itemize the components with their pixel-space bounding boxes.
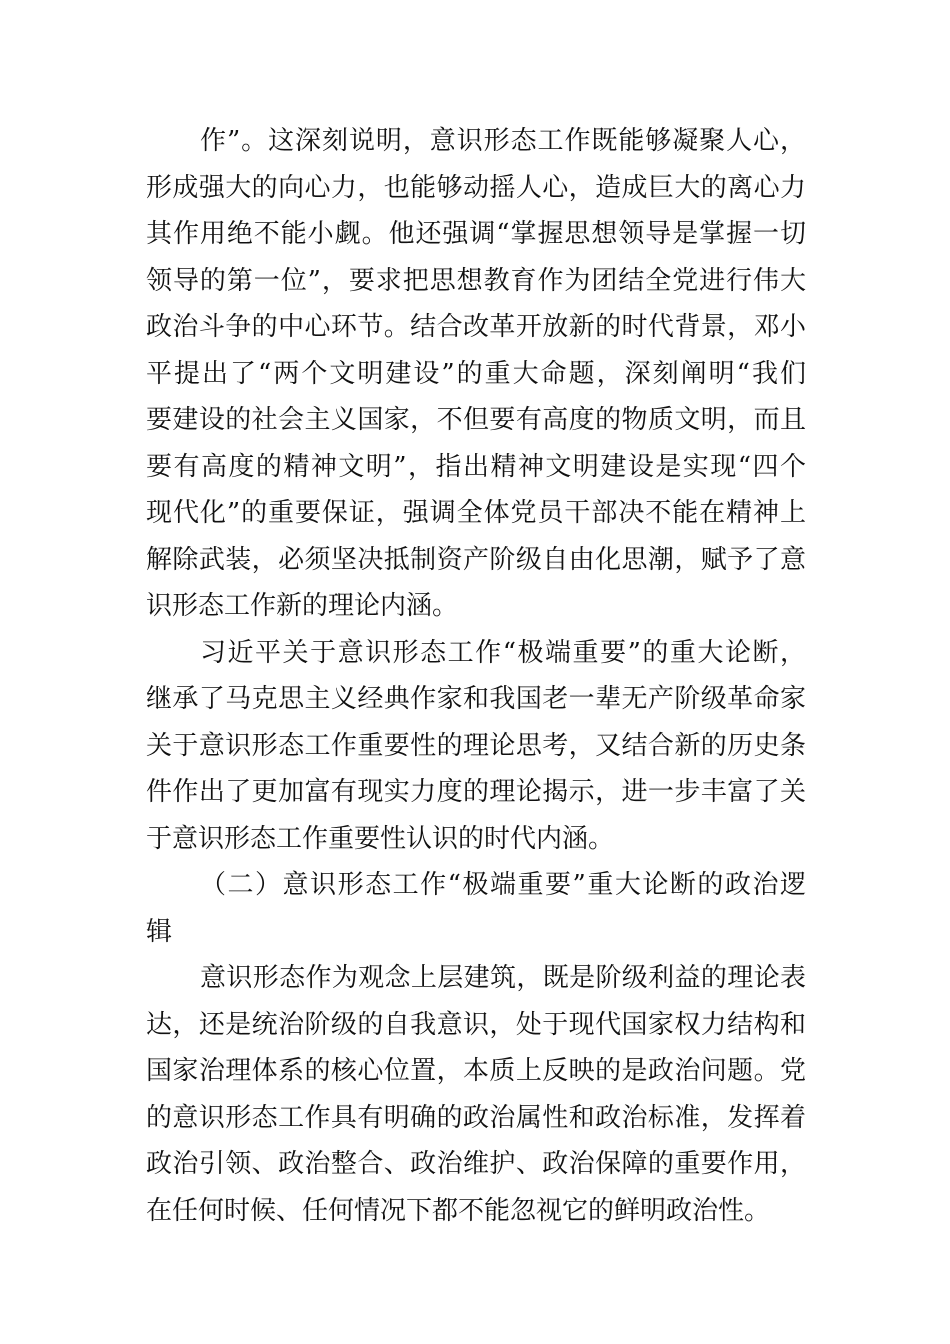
text-line: 继承了马克思主义经典作家和我国老一辈无产阶级革命家 [146, 684, 806, 714]
document-body [146, 118, 806, 1234]
text-line: 习近平关于意识形态工作“极端重要”的重大论断， [200, 637, 806, 668]
text-line: 于意识形态工作重要性认识的时代内涵。 [146, 823, 615, 854]
text-line: 关于意识形态工作重要性的理论思考，又结合新的历史条 [146, 730, 806, 761]
text-line: 在任何时候、任何情况下都不能忽视它的鲜明政治性。 [146, 1195, 771, 1226]
text-line: 要有高度的精神文明”，指出精神文明建设是实现“四个 [146, 451, 806, 482]
text-line: 解除武装，必须坚决抵制资产阶级自由化思潮，赋予了意 [146, 544, 806, 575]
text-line: 领导的第一位”，要求把思想教育作为团结全党进行伟大 [146, 265, 806, 296]
text-line: 平提出了“两个文明建设”的重大命题，深刻阐明“我们 [146, 358, 806, 389]
text-line: 达，还是统治阶级的自我意识，处于现代国家权力结构和 [146, 1009, 806, 1040]
text-line: 政治斗争的中心环节。结合改革开放新的时代背景，邓小 [146, 312, 806, 342]
paragraph-political-logic [146, 955, 806, 1234]
text-line: 要建设的社会主义国家，不但要有高度的物质文明，而且 [146, 405, 806, 435]
text-line: 意识形态作为观念上层建筑，既是阶级利益的理论表 [200, 963, 806, 993]
paragraph-xi-jinping [146, 630, 806, 863]
text-line: 其作用绝不能小觑。他还强调“掌握思想领导是掌握一切 [146, 219, 806, 249]
text-line: 国家治理体系的核心位置，本质上反映的是政治问题。党 [146, 1056, 806, 1086]
paragraph-continuation [146, 118, 806, 630]
text-line: 识形态工作新的理论内涵。 [146, 591, 459, 621]
text-line: 形成强大的向心力，也能够动摇人心，造成巨大的离心力 [146, 172, 806, 203]
text-line: 现代化”的重要保证，强调全体党员干部决不能在精神上 [146, 498, 806, 528]
text-line: 政治引领、政治整合、政治维护、政治保障的重要作用， [146, 1149, 806, 1179]
text-line: 件作出了更加富有现实力度的理论揭示，进一步丰富了关 [146, 777, 806, 807]
heading-line: 辑 [146, 916, 173, 947]
section-heading [146, 862, 806, 955]
text-line: 作”。这深刻说明，意识形态工作既能够凝聚人心， [200, 126, 806, 156]
heading-line: （二）意识形态工作“极端重要”重大论断的政治逻 [200, 870, 806, 900]
text-line: 的意识形态工作具有明确的政治属性和政治标准，发挥着 [146, 1102, 806, 1133]
